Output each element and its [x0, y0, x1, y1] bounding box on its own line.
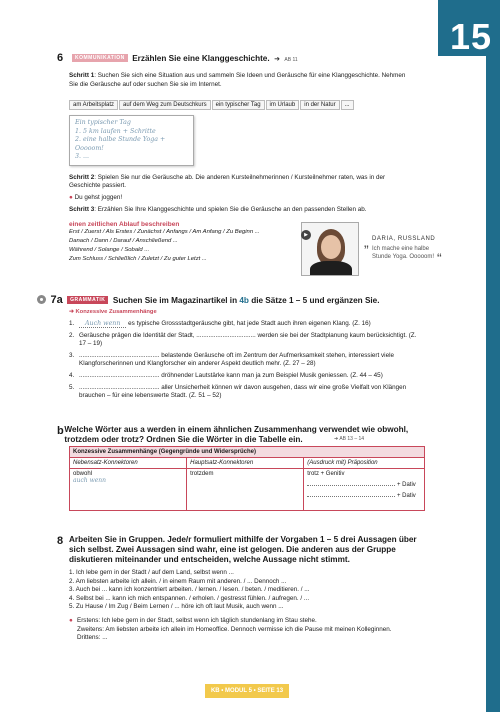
play-icon[interactable]: ▶	[301, 230, 311, 240]
step-text: : Spielen Sie nur die Geräusche ab. Die anderen Kursteilnehmerinnen / Kursteilnehmer raten, was in der Geschichte passiert.	[69, 173, 386, 190]
item-number: 5.	[69, 383, 75, 391]
exercise-number: 6	[57, 52, 64, 64]
exercise-number: 8	[57, 535, 64, 547]
speaker-name: DARIA, RUSSLAND	[372, 236, 436, 242]
sequence-line: Erst / Zuerst / Als Erstes / Zunächst / Anfangs / Am Anfang / Zu Beginn ...	[69, 229, 260, 236]
gap-fill-item	[69, 372, 425, 381]
item-text[interactable]: Geräusche prägen die Identität der Stadt, .................................. werden sie bei der Stadtplanung kaum berücksichtigt. (Z. 17 – 19)	[79, 331, 417, 348]
exercise-title: Erzählen Sie eine Klanggeschichte.	[132, 54, 270, 63]
cell-value: trotz + Genitiv	[307, 471, 345, 477]
exercise-7a	[37, 290, 425, 401]
step-text: : Suchen Sie sich eine Situation aus und sammeln Sie Ideen und Geräusche für eine Klanggeschichte. Nehmen Sie die Geräusche auf oder suchen Sie sie im Internet.	[69, 72, 406, 88]
cell-value: + Dativ	[396, 482, 416, 488]
topic-chip: in der Natur	[300, 100, 339, 110]
gap-fill-list	[37, 320, 425, 401]
example-answer	[57, 617, 425, 643]
arrow-right-icon: ➜	[274, 56, 280, 63]
note-line: 2. eine halbe Stunde Yoga + Ooooom!	[75, 136, 166, 152]
skill-badge: KOMMUNIKATION	[72, 54, 128, 62]
list-item: 4. Selbst bei ... kann ich mich entspannen. / erholen. / gestresst fühlen. / aufregen. / ...	[69, 594, 310, 602]
list-item: 5. Zu Hause / Im Zug / Beim Lernen / ... höre ich oft laut Musik, auch wenn ...	[69, 603, 284, 611]
exercise-6	[57, 48, 415, 264]
exercise-title-part: die Sätze 1 – 5 und ergänzen Sie.	[248, 296, 380, 305]
exercise-title-part: Suchen Sie im Magazinartikel in	[112, 296, 240, 305]
example-line: Erstens: Ich lebe gern in der Stadt, selbst wenn ich täglich stundenlang im Stau stehe.	[77, 616, 317, 624]
page-number: 15	[449, 16, 492, 57]
topic-chip: am Arbeitsplatz	[69, 100, 118, 110]
topic-chip: auf dem Weg zum Deutschkurs	[119, 100, 211, 110]
item-text[interactable]: .............................................. belastende Geräusche oft im Zentrum der Aufmerksamkeit stehen, interessiert viele Klangforscherinnen und Klangforscher ein anderer Aspekt deutlich mehr. (Z. 27 – 28)	[79, 351, 394, 368]
step-text: : Erzählen Sie Ihre Klanggeschichte und spielen Sie die Geräusche an den passenden Stellen ab.	[94, 206, 367, 214]
gap-fill-item	[69, 320, 425, 329]
table-header: Nebensatz-Konnektoren	[70, 458, 187, 469]
answer-field[interactable]: Auch wenn	[79, 320, 126, 328]
page-footer: KB • MODUL 5 • SEITE 13	[205, 684, 289, 698]
exercise-7b	[57, 425, 425, 511]
gap-fill-item	[69, 384, 425, 401]
item-number: 2.	[69, 331, 75, 339]
step-label: Schritt 2	[69, 173, 95, 181]
cell-value: obwohl	[73, 471, 93, 477]
arrow-right-icon: ➜	[334, 436, 339, 442]
sequence-box	[57, 221, 307, 264]
table-cell[interactable]	[187, 469, 304, 511]
cell-value: trotzdem	[190, 471, 214, 477]
list-item: 1. Ich lebe gern in der Stadt / auf dem Land, selbst wenn ...	[69, 569, 234, 576]
answer-line[interactable]	[307, 490, 395, 497]
exercise-8	[57, 535, 425, 643]
page-margin	[438, 56, 486, 712]
gear-icon	[37, 295, 46, 304]
speaker-photo	[301, 222, 359, 276]
example-answer: Du gehst joggen!	[74, 193, 123, 201]
table-cell[interactable]	[304, 469, 425, 511]
sequence-line: Danach / Dann / Darauf / Anschließend ...	[69, 238, 178, 245]
speaker-quote: Ich mache eine halbe Stunde Yoga. Ooooom!	[372, 246, 435, 260]
exercise-number: 7a	[50, 294, 63, 306]
note-line: 1. 5 km laufen + Schritte	[75, 127, 156, 135]
topic-chip: im Urlaub	[266, 100, 300, 110]
skill-badge: GRAMMATIK	[67, 296, 108, 304]
answer-line[interactable]	[307, 479, 395, 486]
note-line: 3. ...	[75, 153, 90, 161]
grammar-table	[69, 446, 425, 511]
item-text: es typische Grossstadtgeräusche gibt, hat jede Stadt auch ihren eigenen Klang. (Z. 16)	[126, 320, 371, 327]
list-item: 2. Am liebsten arbeite ich allein. / in einem Raum mit anderen. / ... Dennoch ...	[69, 577, 287, 585]
bullet-icon: ●	[69, 616, 73, 624]
grammar-topic: Konzessive Zusammenhänge	[75, 309, 157, 315]
table-title: Konzessive Zusammenhänge (Gegengründe und Widersprüche)	[70, 447, 425, 458]
sequence-line: Zum Schluss / Schließlich / Zuletzt / Zu guter Letzt ...	[69, 256, 207, 263]
topic-chip: ein typischer Tag	[212, 100, 265, 110]
topic-chip: ...	[341, 100, 354, 110]
sequence-heading: einen zeitlichen Ablauf beschreiben	[69, 221, 180, 229]
example-line: Zweitens: Am liebsten arbeite ich allein im Homeoffice. Dennoch vermisse ich die Pause mit meinen Kolleginnen.	[77, 625, 392, 633]
quote-close-icon: “	[437, 250, 442, 266]
cell-handwritten: auch wenn	[73, 477, 106, 484]
item-text[interactable]: .............................................. aller Unsicherheit können wir davon ausgehen, dass wir eine große Vielfalt von Klängen brauchen – für eine lebenswerte Stadt. (Z. 51 – 52)	[79, 383, 407, 400]
prompt-list	[57, 569, 425, 612]
arrow-right-icon: ➜	[69, 309, 74, 315]
list-item: 3. Auch bei ... kann ich konzentriert arbeiten. / lernen. / lesen. / beten. / meditieren. / ...	[69, 586, 310, 594]
note-line: Ein typischer Tag	[75, 119, 131, 127]
exercise-letter: b	[57, 425, 64, 437]
table-cell[interactable]	[70, 469, 187, 511]
gap-fill-item	[69, 332, 425, 349]
workbook-ref: AB 11	[284, 57, 298, 63]
notepad	[69, 115, 194, 166]
step-label: Schritt 3	[69, 206, 95, 214]
table-header: Hauptsatz-Konnektoren	[187, 458, 304, 469]
step-label: Schritt 1	[69, 72, 95, 79]
article-ref: 4b	[239, 296, 249, 305]
sequence-line: Während / Solange / Sobald ...	[69, 247, 150, 254]
bullet-icon: ●	[69, 193, 73, 201]
exercise-title: Welche Wörter aus a werden in einem ähnlichen Zusammenhang verwendet wie obwohl, trotzdem oder trotz? Ordnen Sie die Wörter in die Tabelle ein.	[64, 425, 409, 444]
item-number: 3.	[69, 351, 75, 359]
cell-value: + Dativ	[396, 493, 416, 499]
example-line: Drittens: ...	[77, 634, 108, 642]
item-number: 4.	[69, 371, 75, 379]
item-number: 1.	[69, 320, 75, 327]
quote-open-icon: ”	[364, 242, 369, 258]
exercise-title: Arbeiten Sie in Gruppen. Jede/r formuliert mithilfe der Vorgaben 1 – 5 drei Aussagen über sich selbst. Zwei Aussagen sind wahr, eine ist gelogen. Die anderen aus der Gruppe diskutieren miteinander und entscheiden, welche Aussage nicht stimmt.	[69, 535, 417, 564]
workbook-ref: AB 13 – 14	[339, 436, 365, 442]
topic-chips	[57, 93, 415, 111]
gap-fill-item	[69, 352, 425, 369]
table-header: (Ausdruck mit) Präposition	[304, 458, 425, 469]
item-text[interactable]: .............................................. dröhnender Lautstärke kann man ja zum Beispiel Musik geniessen. (Z. 44 – 45)	[79, 371, 383, 379]
